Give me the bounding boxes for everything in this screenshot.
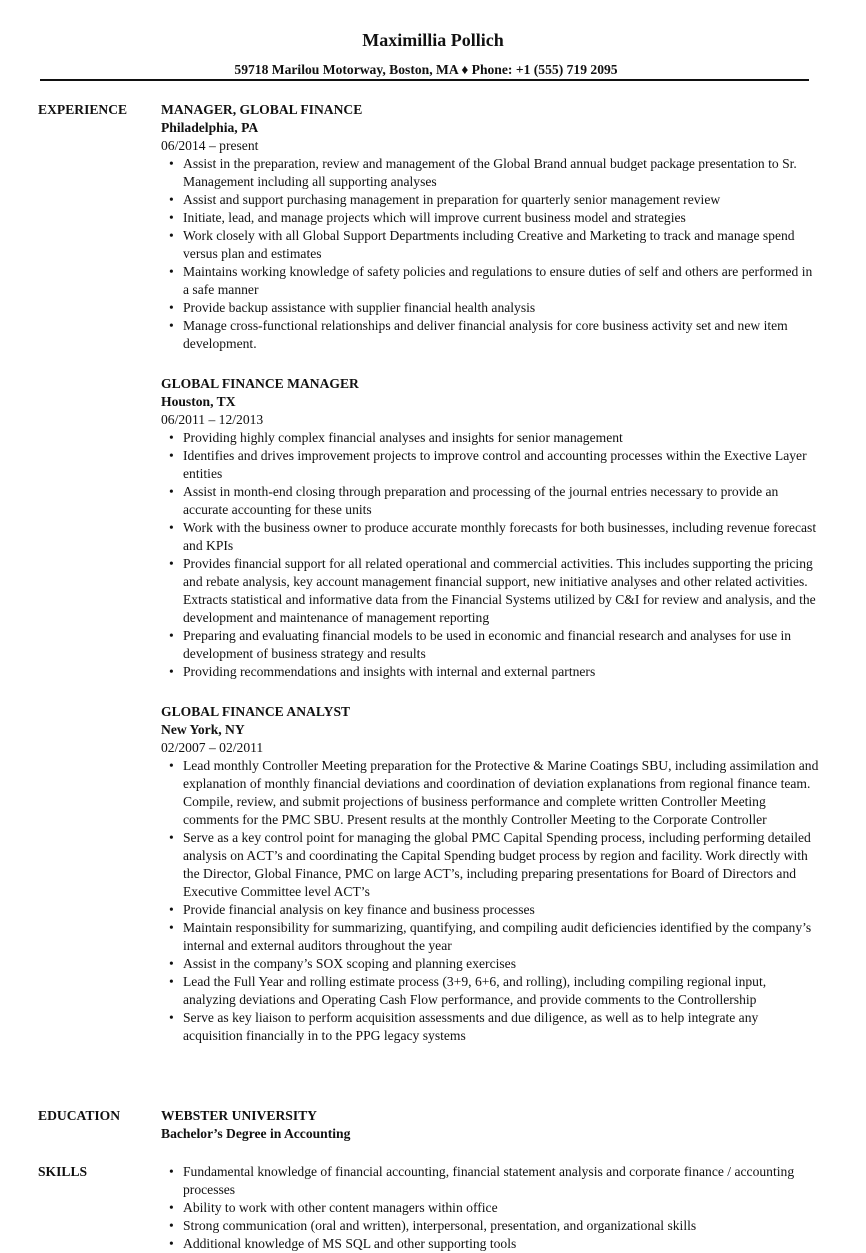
experience-section (161, 101, 821, 1067)
job-title: GLOBAL FINANCE ANALYST (161, 704, 351, 719)
bullet-item: • Assist in the preparation, review and management of the Global Brand annual budget package presentation to Sr. Management including all supporting analyses (161, 155, 821, 191)
bullet-item: • Lead monthly Controller Meeting preparation for the Protective & Marine Coatings SBU, including assimilation and explanation of monthly financial deviations and coordination of deviation explanations from regional finance team. Compile, review, and submit projections of business performance and complete written Controller Meeting comments for the PMC SBU. Present results at the monthly Controller Meeting to the Corporate Controller (161, 757, 821, 829)
bullet-item: • Providing highly complex financial analyses and insights for senior management (161, 429, 821, 447)
bullet-item: • Provide backup assistance with supplier financial health analysis (161, 299, 821, 317)
education-degree: Bachelor’s Degree in Accounting (161, 1126, 351, 1141)
skills-section (161, 1163, 821, 1253)
bullet-item: • Work closely with all Global Support Departments including Creative and Marketing to track and manage spend versus plan and estimates (161, 227, 821, 263)
bullet-item: • Lead the Full Year and rolling estimate process (3+9, 6+6, and rolling), including compiling regional input, analyzing deviations and Operating Cash Flow performance, and provide comments to the Controllership (161, 973, 821, 1009)
bullet-item: • Preparing and evaluating financial models to be used in economic and financial research and analyses for use in development of business strategy and results (161, 627, 821, 663)
bullet-item: • Serve as a key control point for managing the global PMC Capital Spending process, including performing detailed analysis on ACT’s and coordinating the Capital Spending budget process by region and facility. Work directly with the Director, Global Finance, PMC on large ACT’s, including preparing presentations for Board of Directors and Executive Committee level ACT’s (161, 829, 821, 901)
bullet-item: • Assist in the company’s SOX scoping and planning exercises (161, 955, 821, 973)
education-school: WEBSTER UNIVERSITY (161, 1108, 317, 1123)
education-section (161, 1107, 821, 1143)
bullet-item: • Identifies and drives improvement projects to improve control and accounting processes within the Exective Layer entities (161, 447, 821, 483)
bullet-item: • Serve as key liaison to perform acquisition assessments and due diligence, as well as to help integrate any acquisition financially in to the PPG legacy systems (161, 1009, 821, 1045)
bullet-item: • Providing recommendations and insights with internal and external partners (161, 663, 821, 681)
contact-line: 59718 Marilou Motorway, Boston, MA ♦ Phone: +1 (555) 719 2095 (234, 62, 618, 77)
job-bullets (161, 757, 821, 1045)
job-title: GLOBAL FINANCE MANAGER (161, 376, 359, 391)
bullet-item: • Provides financial support for all related operational and commercial activities. This includes supporting the pricing and rebate analysis, key account management financial support, new initiative analyses and other related activities. Extracts statistical and informative data from the Financial Systems utilized by C&I for review and analysis, and the development and maintenance of management reporting (161, 555, 821, 627)
bullet-item: • Maintains working knowledge of safety policies and regulations to ensure duties of self and others are performed in a safe manner (161, 263, 821, 299)
header-divider (40, 79, 809, 81)
job-entry (161, 101, 821, 353)
experience-label: EXPERIENCE (38, 102, 128, 117)
bullet-item: • Additional knowledge of MS SQL and other supporting tools (161, 1235, 821, 1253)
bullet-item: • Provide financial analysis on key finance and business processes (161, 901, 821, 919)
bullet-item: • Manage cross-functional relationships and deliver financial analysis for core business activity set and new item development. (161, 317, 821, 353)
job-bullets (161, 429, 821, 681)
bullet-item: • Maintain responsibility for summarizing, quantifying, and compiling audit deficiencies identified by the company’s internal and external auditors throughout the year (161, 919, 821, 955)
bullet-item: • Ability to work with other content managers within office (161, 1199, 821, 1217)
job-entry (161, 375, 821, 681)
job-location: New York, NY (161, 722, 245, 737)
skills-bullets (161, 1163, 821, 1253)
bullet-item: • Strong communication (oral and written), interpersonal, presentation, and organizational skills (161, 1217, 821, 1235)
bullet-item: • Initiate, lead, and manage projects which will improve current business model and strategies (161, 209, 821, 227)
resume-name: Maximillia Pollich (362, 30, 504, 50)
bullet-item: • Fundamental knowledge of financial accounting, financial statement analysis and corporate finance / accounting processes (161, 1163, 821, 1199)
bullet-item: • Work with the business owner to produce accurate monthly forecasts for both businesses, including revenue forecast and KPIs (161, 519, 821, 555)
job-entry (161, 703, 821, 1045)
job-title: MANAGER, GLOBAL FINANCE (161, 102, 363, 117)
bullet-item: • Assist and support purchasing management in preparation for quarterly senior management review (161, 191, 821, 209)
job-dates: 06/2014 – present (161, 138, 259, 153)
education-label: EDUCATION (38, 1108, 121, 1123)
job-location: Houston, TX (161, 394, 236, 409)
bullet-item: • Assist in month-end closing through preparation and processing of the journal entries necessary to provide an accurate accounting for these units (161, 483, 821, 519)
job-bullets (161, 155, 821, 353)
skills-label: SKILLS (38, 1164, 88, 1179)
job-location: Philadelphia, PA (161, 120, 259, 135)
job-dates: 06/2011 – 12/2013 (161, 412, 264, 427)
job-dates: 02/2007 – 02/2011 (161, 740, 264, 755)
